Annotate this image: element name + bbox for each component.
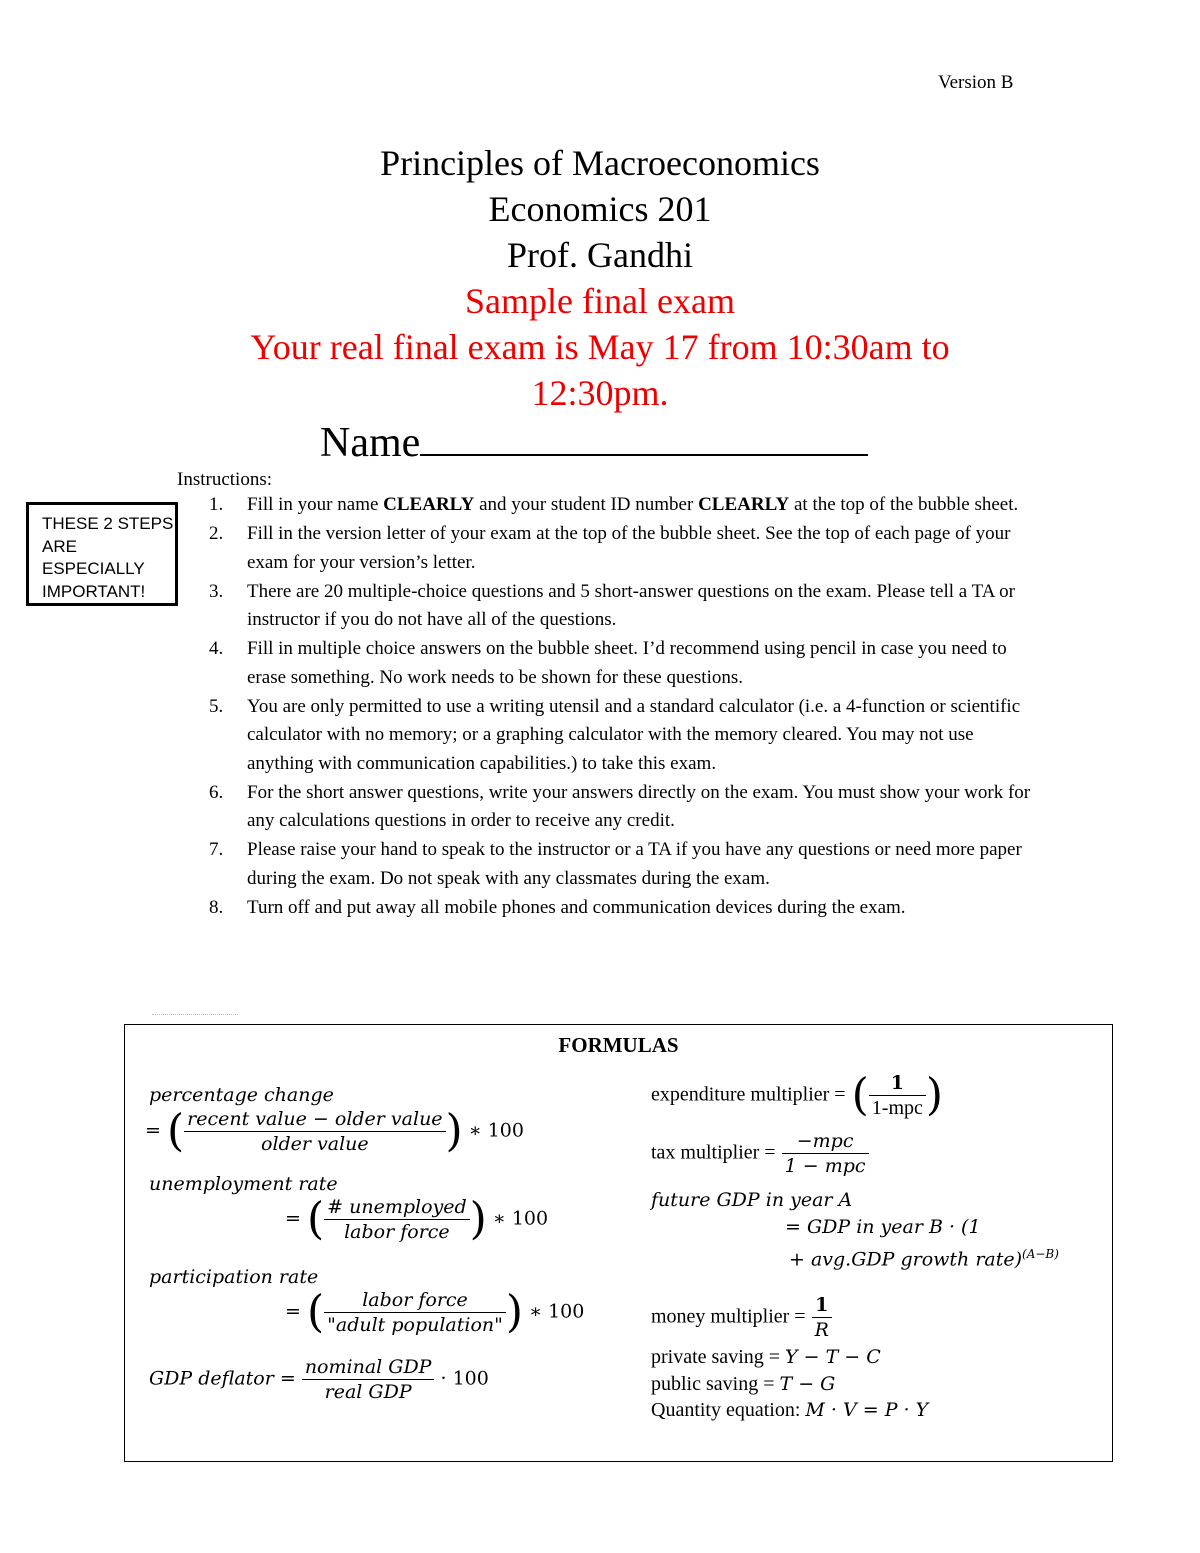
box-line: IMPORTANT! xyxy=(42,581,146,601)
instruction-number: 6. xyxy=(209,781,224,803)
times-100: ∗ 100 xyxy=(468,1119,524,1142)
instruction-text: Fill in your name xyxy=(247,494,384,515)
exam-date-line-2: 12:30pm. xyxy=(531,373,669,413)
equals-sign: = xyxy=(285,1207,301,1230)
equals-sign: = xyxy=(145,1119,161,1142)
pct-change-fraction xyxy=(184,1107,445,1156)
numerator: labor force xyxy=(324,1288,506,1313)
instruction-number: 7. xyxy=(209,839,224,860)
equals-sign: = xyxy=(285,1300,301,1323)
denominator: 1 − mpc xyxy=(784,1155,866,1177)
instruction-text: at the top of the bubble sheet. xyxy=(789,494,1019,515)
instruction-text: and your student ID number xyxy=(474,494,699,515)
expenditure-fraction xyxy=(869,1071,926,1120)
denominator: 1-mpc xyxy=(871,1097,923,1119)
instruction-number: 4. xyxy=(209,638,224,659)
exam-date-line-1: Your real final exam is May 17 from 10:30am to xyxy=(250,327,950,367)
tax-multiplier-label: tax multiplier = xyxy=(651,1141,776,1164)
gdp-deflator-label: GDP deflator = xyxy=(149,1367,296,1390)
future-gdp-line-3 xyxy=(789,1241,1059,1272)
instruction-text: Fill in multiple choice answers on the bubble sheet. I’d recommend using pencil in case you need to erase something. No work needs to be shown for these questions. xyxy=(247,638,1007,688)
separator-mark xyxy=(152,1014,238,1015)
left-paren: ( xyxy=(306,1193,325,1245)
instruction-text: You are only permitted to use a writing utensil and a standard calculator (i.e. a 4-function or scientific calculator with no memory; or a graphing calculator with the memory cleared. You may not use anything with communication capabilities.) to take this exam. xyxy=(247,695,1021,774)
instruction-item xyxy=(198,836,1038,893)
emphasis-text: CLEARLY xyxy=(383,494,475,515)
course-title: Principles of Macroeconomics xyxy=(380,143,820,183)
emphasis-text: CLEARLY xyxy=(698,494,790,515)
important-steps-box xyxy=(26,502,178,606)
right-paren: ) xyxy=(505,1286,524,1338)
sample-exam-label: Sample final exam xyxy=(465,281,735,321)
denominator: R xyxy=(814,1319,829,1341)
professor-name: Prof. Gandhi xyxy=(507,235,693,275)
numerator: recent value − older value xyxy=(184,1107,445,1132)
instruction-item xyxy=(198,578,1038,635)
exponent: (A−B) xyxy=(1022,1247,1059,1261)
left-paren: ( xyxy=(851,1069,869,1121)
instruction-item xyxy=(198,635,1038,692)
right-paren: ) xyxy=(445,1105,463,1157)
instruction-text: Turn off and put away all mobile phones and communication devices during the exam. xyxy=(247,896,906,918)
instruction-item xyxy=(198,894,1038,923)
private-saving-formula xyxy=(651,1344,881,1370)
numerator: 1 xyxy=(812,1293,832,1318)
left-paren: ( xyxy=(166,1105,185,1157)
right-paren: ) xyxy=(469,1193,487,1245)
unemp-rate-label: unemployment rate xyxy=(149,1173,338,1195)
course-number: Economics 201 xyxy=(488,189,712,229)
formulas-heading: FORMULAS xyxy=(558,1033,679,1057)
public-saving-expr: T − G xyxy=(779,1373,836,1395)
instruction-number: 3. xyxy=(209,580,224,602)
gdp-deflator-fraction xyxy=(302,1355,435,1404)
numerator: nominal GDP xyxy=(302,1355,435,1380)
name-blank xyxy=(420,418,868,456)
numerator: # unemployed xyxy=(324,1195,470,1220)
tax-multiplier-formula xyxy=(651,1129,869,1178)
left-paren: ( xyxy=(306,1286,325,1338)
denominator: real GDP xyxy=(324,1381,412,1403)
pct-change-formula xyxy=(145,1107,524,1156)
private-saving-expr: Y − T − C xyxy=(785,1346,881,1368)
gdp-deflator-formula xyxy=(149,1355,489,1404)
participation-rate-label: participation rate xyxy=(149,1266,319,1288)
instruction-number: 8. xyxy=(209,896,224,918)
box-line: ARE xyxy=(42,536,77,556)
denominator: "adult population" xyxy=(327,1314,503,1336)
private-saving-label: private saving = xyxy=(651,1346,786,1368)
participation-rate-formula xyxy=(285,1288,584,1337)
box-line: THESE 2 STEPS xyxy=(42,514,174,533)
quantity-equation-label: Quantity equation: xyxy=(651,1399,806,1421)
name-line xyxy=(320,418,868,467)
instruction-item xyxy=(198,693,1038,779)
instruction-text: Fill in the version letter of your exam at the top of the bubble sheet. See the top of each page of your exam for your version’s letter. xyxy=(247,523,1011,573)
future-gdp-line-2: = GDP in year B · (1 xyxy=(785,1216,981,1238)
times-100: ∗ 100 xyxy=(492,1207,549,1230)
numerator: −mpc xyxy=(782,1129,869,1154)
money-multiplier-label: money multiplier = xyxy=(651,1305,806,1328)
quantity-equation-expr: M · V = P · Y xyxy=(805,1399,929,1421)
times-100: · 100 xyxy=(440,1367,489,1390)
denominator: labor force xyxy=(344,1221,450,1243)
instruction-number: 5. xyxy=(209,695,224,717)
formulas-box xyxy=(124,1024,1113,1462)
instructions-list xyxy=(198,491,1038,923)
instruction-item xyxy=(198,491,1038,520)
future-gdp-line-1: future GDP in year A xyxy=(651,1189,853,1211)
times-100: ∗ 100 xyxy=(529,1300,585,1323)
tax-fraction xyxy=(782,1129,869,1178)
quantity-equation-formula xyxy=(651,1397,928,1423)
participation-fraction xyxy=(324,1288,506,1337)
unemp-rate-formula xyxy=(285,1195,548,1244)
numerator: 1 xyxy=(869,1071,926,1096)
growth-term: + avg.GDP growth rate) xyxy=(789,1248,1023,1271)
expenditure-multiplier-label: expenditure multiplier = xyxy=(651,1083,846,1106)
instruction-text: There are 20 multiple-choice questions and 5 short-answer questions on the exam. Please tell a TA or instructor if you do not have all of the questions. xyxy=(247,580,1015,630)
money-multiplier-formula xyxy=(651,1293,832,1342)
public-saving-formula xyxy=(651,1371,835,1397)
box-line: ESPECIALLY xyxy=(42,559,145,578)
version-label: Version B xyxy=(938,72,1014,93)
unemp-fraction xyxy=(324,1195,470,1244)
right-paren: ) xyxy=(925,1069,944,1121)
expenditure-multiplier-formula xyxy=(651,1071,943,1120)
title-block xyxy=(0,140,1200,416)
instruction-item xyxy=(198,779,1038,836)
money-fraction xyxy=(812,1293,832,1342)
denominator: older value xyxy=(261,1133,369,1155)
instruction-item xyxy=(198,520,1038,577)
instruction-text: For the short answer questions, write your answers directly on the exam. You must show your work for any calculations questions in order to receive any credit. xyxy=(247,781,1031,831)
name-label: Name xyxy=(320,420,421,466)
instruction-number: 1. xyxy=(209,494,224,515)
instruction-text: Please raise your hand to speak to the instructor or a TA if you have any questions or need more paper during the exam. Do not speak with any classmates during the exam. xyxy=(247,839,1022,889)
public-saving-label: public saving = xyxy=(651,1373,780,1395)
pct-change-label: percentage change xyxy=(149,1084,334,1106)
instruction-number: 2. xyxy=(209,523,224,544)
instructions-label: Instructions: xyxy=(177,469,272,490)
